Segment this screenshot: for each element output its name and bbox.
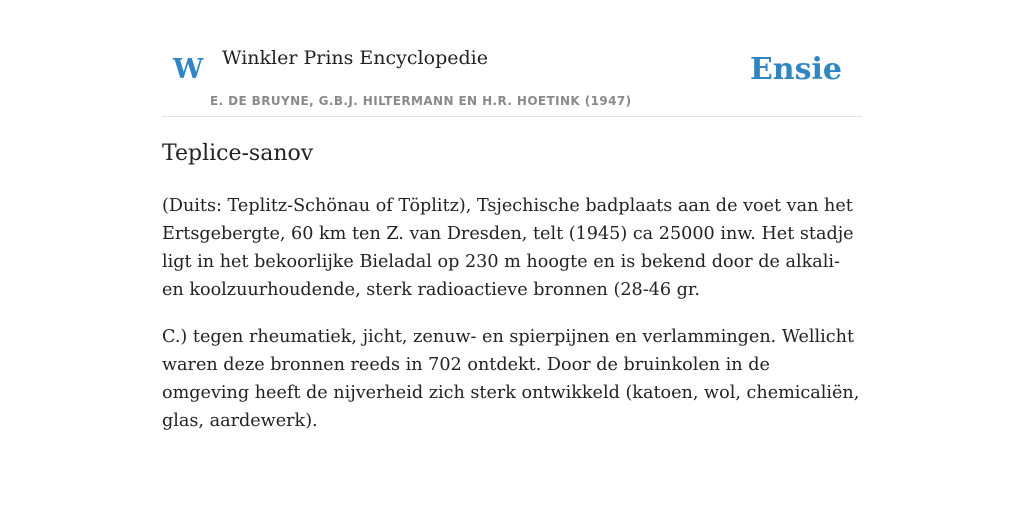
article-title: Teplice-sanov xyxy=(162,141,314,166)
source-authors: E. DE BRUYNE, G.B.J. HILTERMANN EN H.R. HOETINK (1947) xyxy=(210,94,632,108)
ensie-logo-link[interactable]: Ensie xyxy=(749,52,842,87)
article-paragraph: (Duits: Teplitz-Schönau of Töplitz), Tsjechische badplaats aan de voet van het Ertsgebergte, 60 km ten Z. van Dresden, telt (1945) ca 25000 inw. Het stadje ligt in het bekoorlijke Bieladal op 230 m hoogte en is bekend door de alkali- en koolzuurhoudende, sterk radioactieve bronnen (28-46 gr. xyxy=(162,196,854,300)
source-title[interactable]: Winkler Prins Encyclopedie xyxy=(222,47,488,69)
article-paragraph: C.) tegen rheumatiek, jicht, zenuw- en spierpijnen en verlammingen. Wellicht waren deze bronnen reeds in 702 ontdekt. Door de bruinkolen in de omgeving heeft de nijverheid zich sterk ontwikkeld (katoen, wol, chemicaliën, glas, aardewerk). xyxy=(162,327,860,431)
page xyxy=(162,0,862,512)
header xyxy=(162,0,862,117)
winkler-prins-logo[interactable]: W xyxy=(173,54,204,85)
